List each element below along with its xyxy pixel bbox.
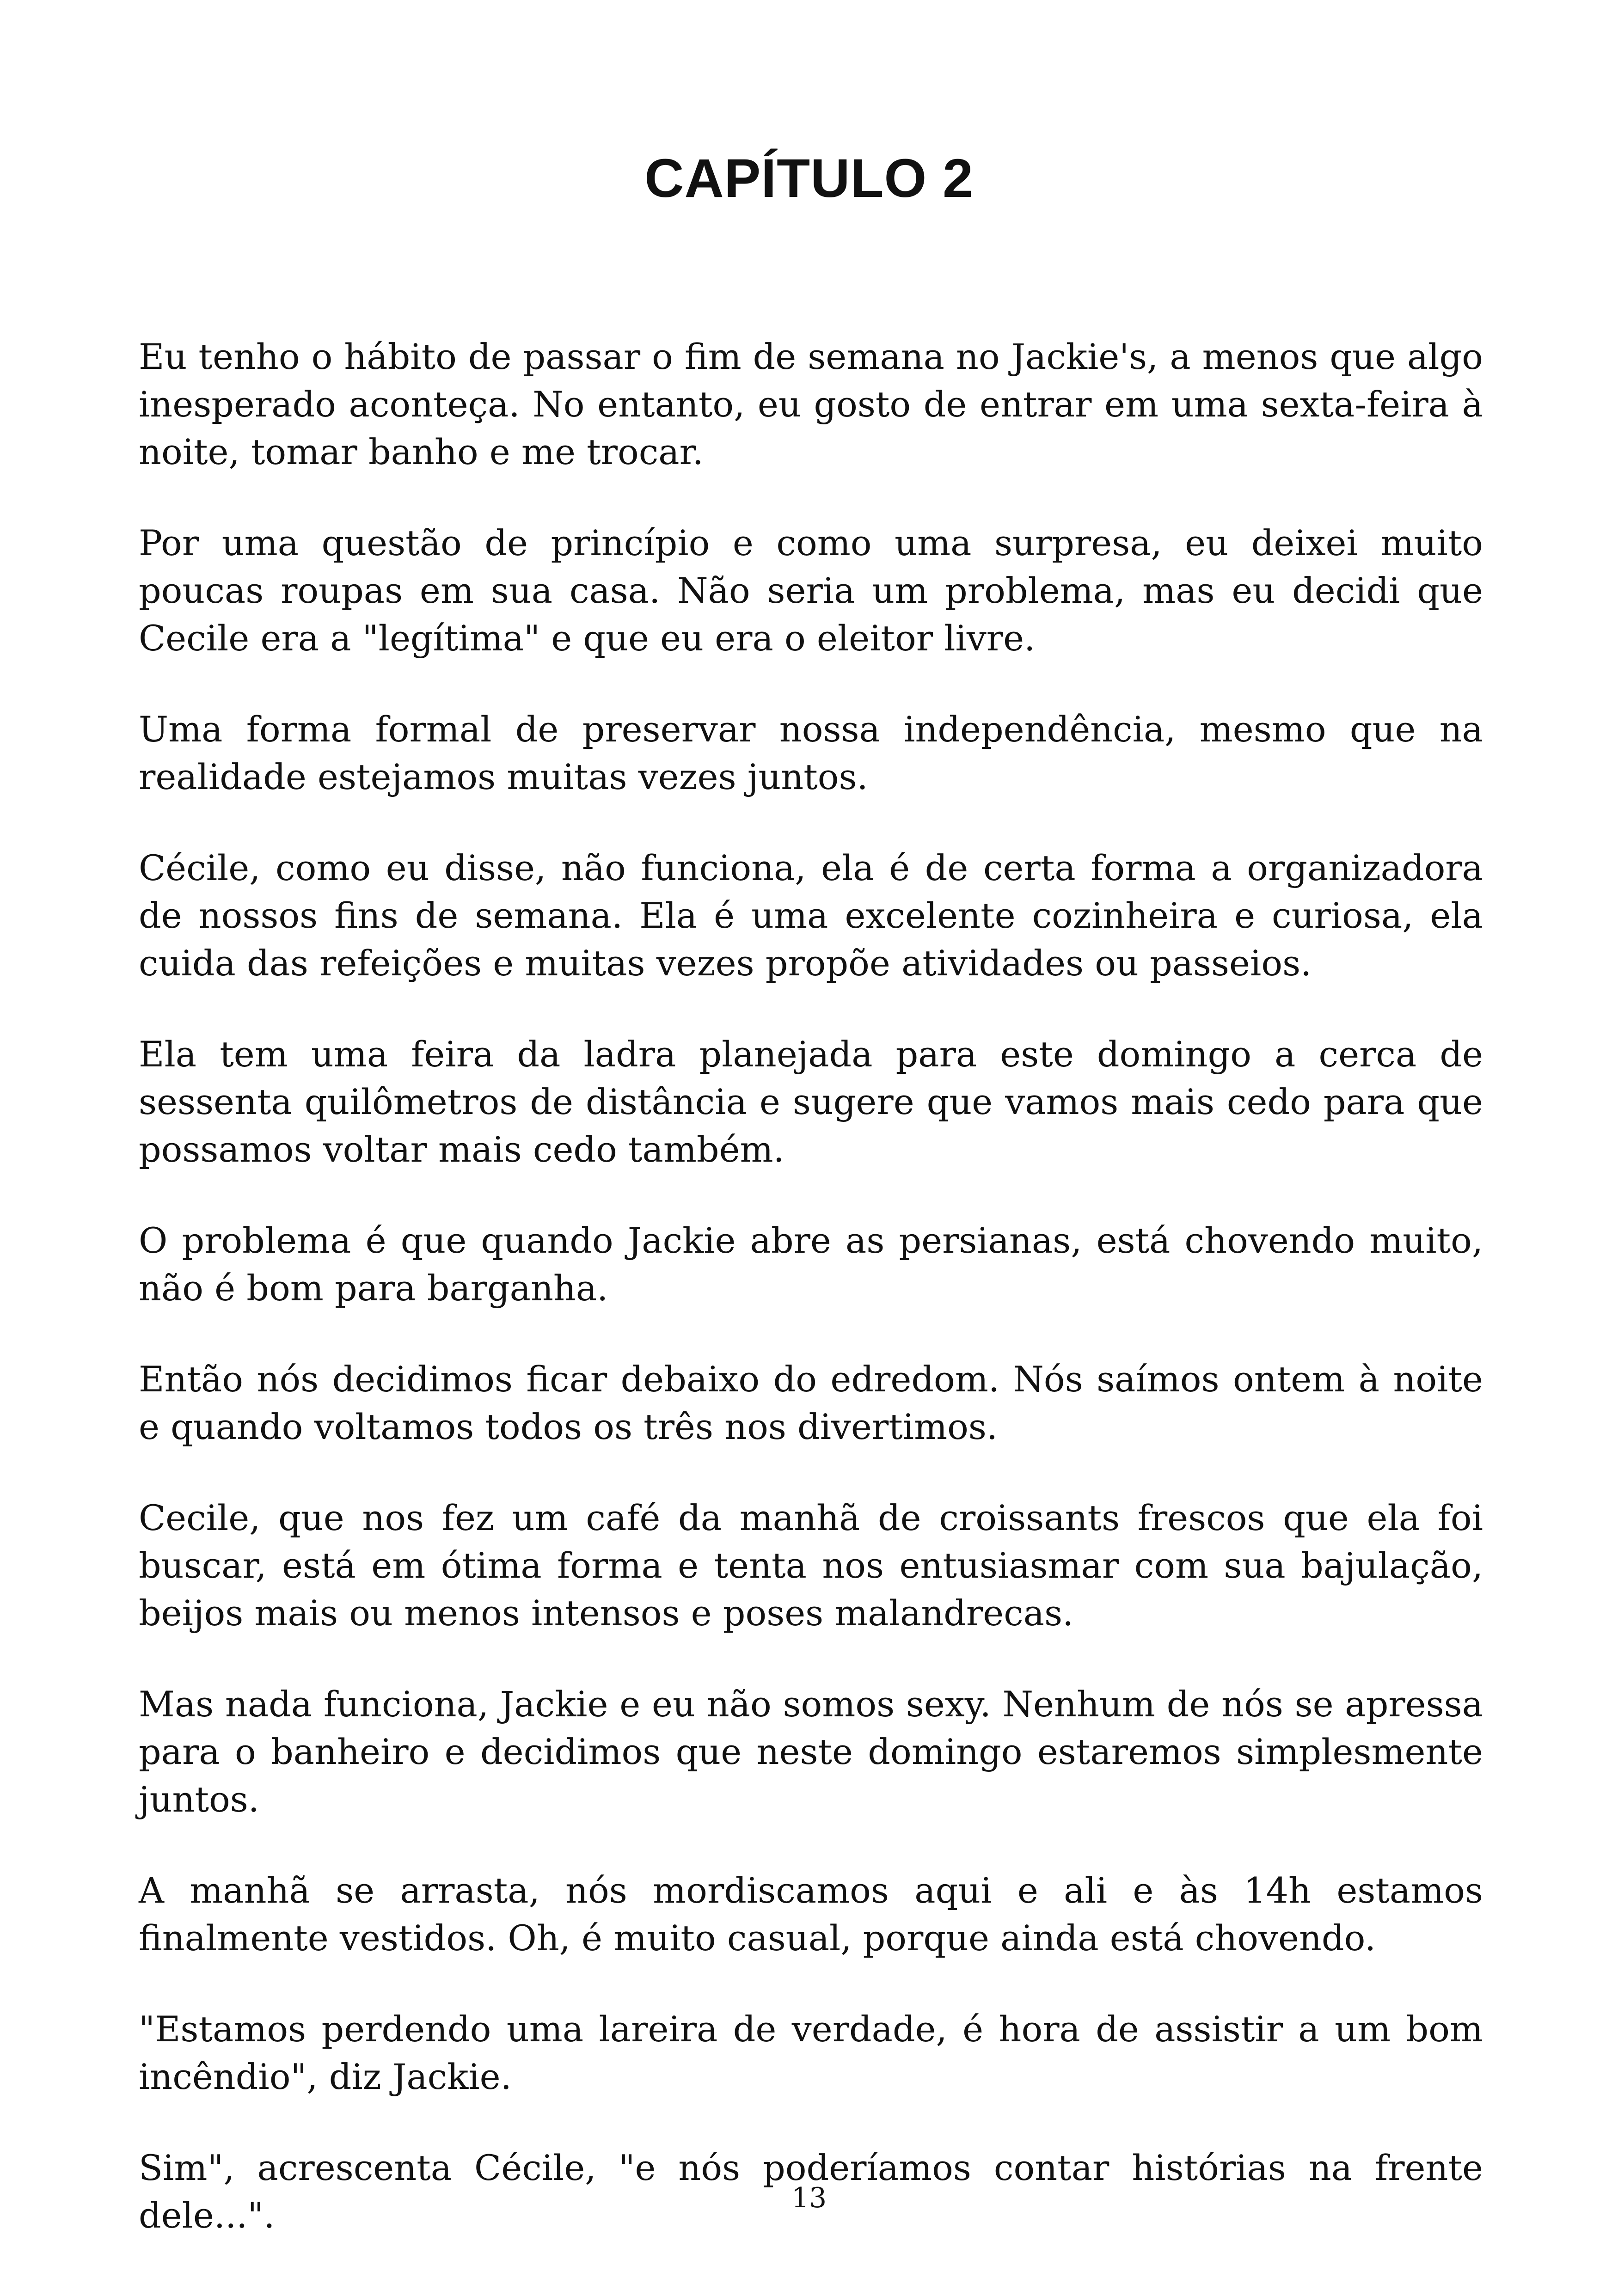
paragraph: "Estamos perdendo uma lareira de verdade, é hora de assistir a um bom incêndio", diz Jackie. [139,2008,1483,2097]
paragraph: Eu tenho o hábito de passar o fim de semana no Jackie's, a menos que algo inesperado aconteça. No entanto, eu gosto de entrar em uma sexta-feira à noite, tomar banho e me trocar. [139,336,1483,472]
page-number: 13 [791,2182,827,2214]
paragraph: Cécile, como eu disse, não funciona, ela é de certa forma a organizadora de nossos fins de semana. Ela é uma excelente cozinheira e curiosa, ela cuida das refeições e muitas vezes propõe atividades ou passeios. [139,847,1483,984]
paragraph: Então nós decidimos ficar debaixo do edredom. Nós saímos ontem à noite e quando voltamos todos os três nos divertimos. [139,1359,1483,1447]
paragraph: Por uma questão de princípio e como uma surpresa, eu deixei muito poucas roupas em sua casa. Não seria um problema, mas eu decidi que Cecile era a "legítima" e que eu era o eleitor livre. [139,522,1483,659]
paragraph: O problema é que quando Jackie abre as persianas, está chovendo muito, não é bom para barganha. [139,1220,1483,1309]
chapter-body [139,333,1483,2283]
paragraph: Mas nada funciona, Jackie e eu não somos sexy. Nenhum de nós se apressa para o banheiro e decidimos que neste domingo estaremos simplesmente juntos. [139,1684,1483,1820]
paragraph: Cecile, que nos fez um café da manhã de croissants frescos que ela foi buscar, está em ótima forma e tenta nos entusiasmar com sua bajulação, beijos mais ou menos intensos e poses malandrecas. [139,1497,1483,1634]
paragraph: Sim", acrescenta Cécile, "e nós poderíamos contar histórias na frente dele...". [139,2147,1483,2236]
chapter-title: CAPÍTULO 2 [644,148,974,209]
paragraph: Uma forma formal de preservar nossa independência, mesmo que na realidade estejamos muitas vezes juntos. [139,709,1483,797]
paragraph: A manhã se arrasta, nós mordiscamos aqui e ali e às 14h estamos finalmente vestidos. Oh, é muito casual, porque ainda está chovendo. [139,1870,1483,1959]
paragraph: Ela tem uma feira da ladra planejada para este domingo a cerca de sessenta quilômetros de distância e sugere que vamos mais cedo para que possamos voltar mais cedo também. [139,1034,1483,1170]
